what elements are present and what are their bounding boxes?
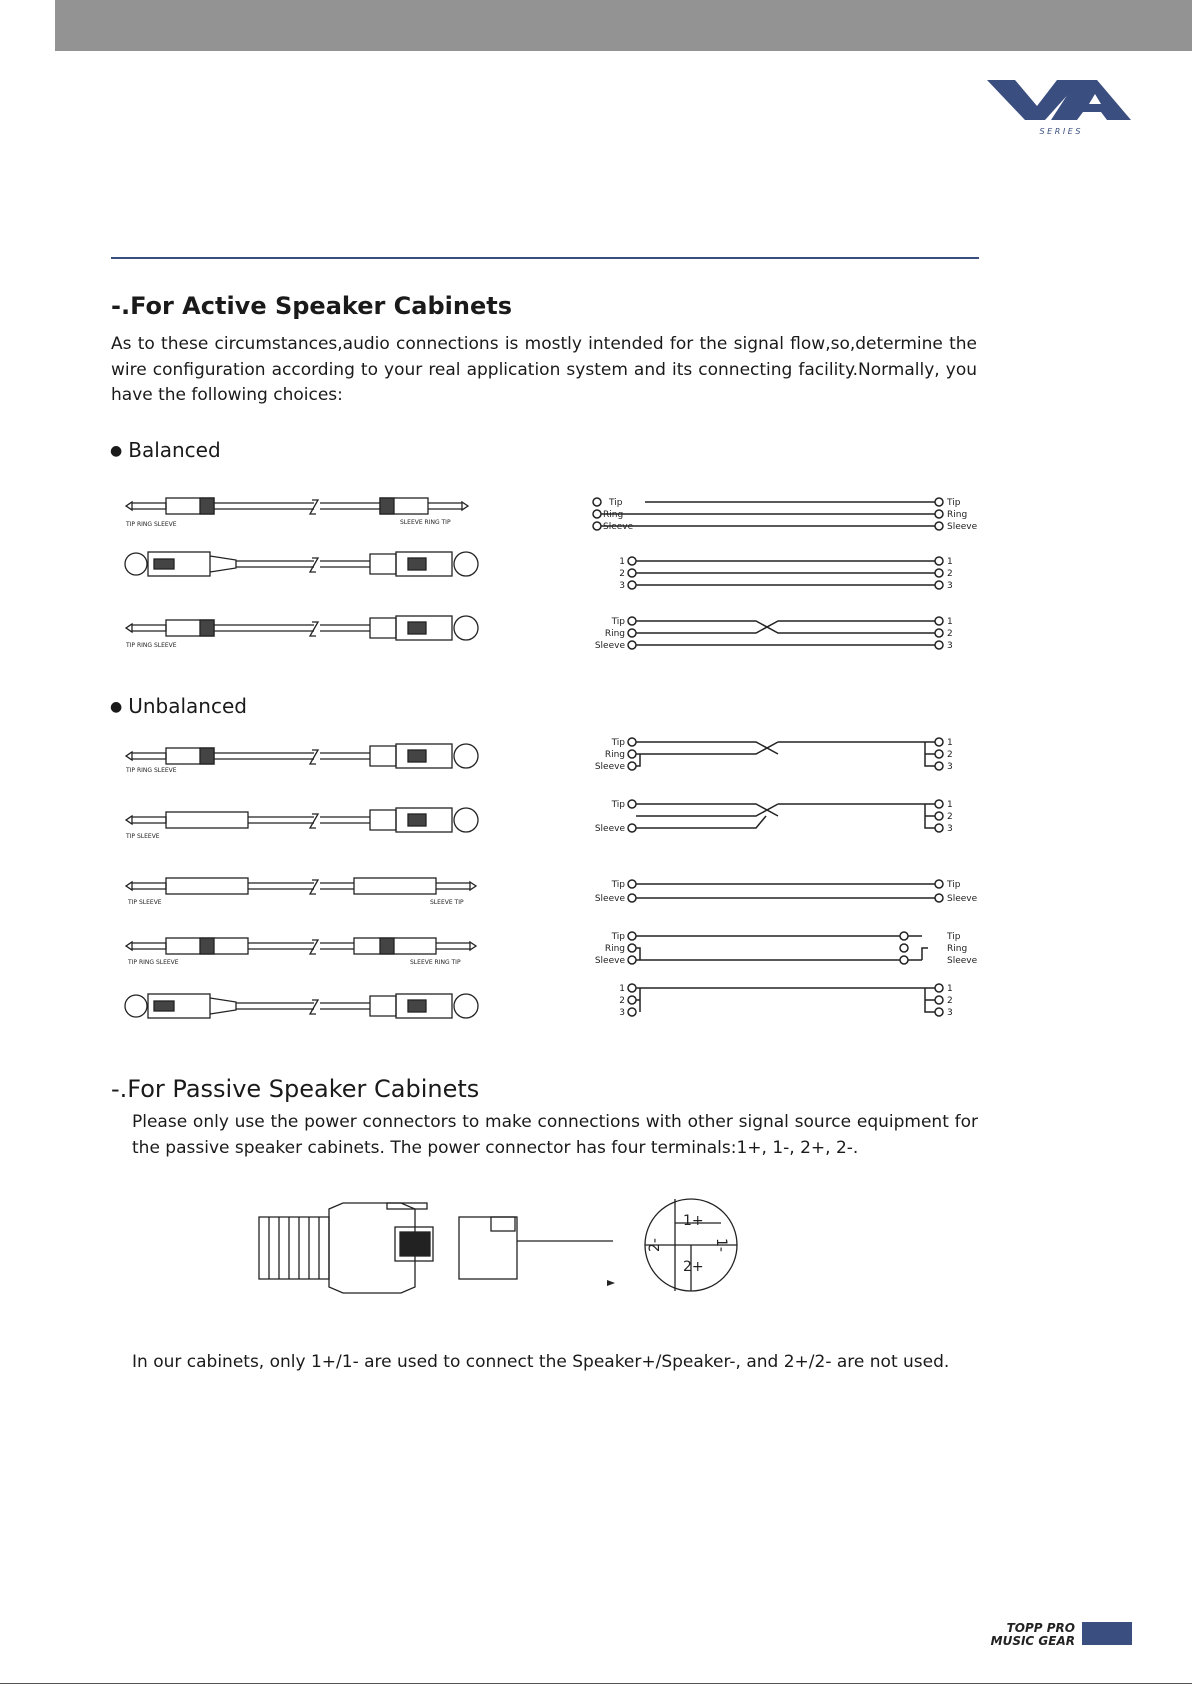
svg-text:2: 2 [619, 569, 625, 579]
svg-text:Sleeve: Sleeve [594, 824, 625, 834]
unbalanced-label: ● Unbalanced [110, 694, 247, 718]
svg-text:TIP RING SLEEVE: TIP RING SLEEVE [126, 642, 177, 648]
svg-text:1: 1 [947, 557, 953, 567]
svg-text:Tip: Tip [611, 932, 625, 942]
passive-paragraph: Please only use the power connectors to make connections with other signal source equipment for the passive speaker cabinets. The power connector has four terminals:1+, 1-, 2+, 2-. [132, 1112, 978, 1158]
svg-text:SLEEVE RING TIP: SLEEVE RING TIP [400, 519, 451, 526]
balanced-label: ● Balanced [110, 438, 221, 462]
svg-text:Sleeve: Sleeve [947, 522, 978, 532]
svg-text:Sleeve: Sleeve [594, 956, 625, 966]
svg-text:1: 1 [619, 984, 625, 994]
svg-text:2: 2 [947, 750, 953, 760]
passive-note: In our cabinets, only 1+/1- are used to connect the Speaker+/Speaker-, and 2+/2- are not used. [132, 1352, 950, 1372]
svg-text:1: 1 [619, 557, 625, 567]
svg-text:TIP RING SLEEVE: TIP RING SLEEVE [126, 521, 177, 528]
svg-text:Tip: Tip [947, 880, 961, 890]
svg-text:Ring: Ring [947, 510, 968, 520]
svg-text:1-: 1- [713, 1238, 729, 1252]
svg-text:1: 1 [947, 984, 953, 994]
speakon-connector-diagram [255, 1195, 755, 1305]
svg-text:3: 3 [947, 824, 953, 834]
svg-text:2: 2 [947, 629, 953, 639]
svg-text:Tip: Tip [611, 617, 625, 627]
svg-text:Sleeve: Sleeve [594, 762, 625, 772]
svg-text:3: 3 [619, 581, 625, 591]
svg-text:2: 2 [947, 569, 953, 579]
svg-text:1: 1 [947, 738, 953, 748]
svg-text:S E R I E S: S E R I E S [1039, 127, 1081, 136]
svg-text:Tip: Tip [611, 738, 625, 748]
balanced-cables [122, 488, 502, 648]
balanced-wiring [467, 490, 987, 650]
svg-text:Ring: Ring [604, 944, 625, 954]
svg-text:Ring: Ring [947, 944, 968, 954]
svg-text:Sleeve: Sleeve [594, 894, 625, 904]
active-heading: -.For Active Speaker Cabinets [111, 292, 513, 320]
svg-text:Sleeve: Sleeve [603, 522, 634, 532]
svg-text:Ring: Ring [603, 510, 624, 520]
svg-text:Tip: Tip [947, 498, 961, 508]
svg-text:TIP SLEEVE: TIP SLEEVE [128, 899, 162, 906]
svg-text:2: 2 [619, 996, 625, 1006]
svg-text:2: 2 [947, 996, 953, 1006]
svg-text:3: 3 [947, 581, 953, 591]
svg-text:Tip: Tip [611, 800, 625, 810]
bottom-rule [0, 1683, 1192, 1684]
svg-text:3: 3 [947, 1008, 953, 1018]
svg-text:SLEEVE TIP: SLEEVE TIP [430, 899, 464, 906]
svg-text:3: 3 [947, 762, 953, 772]
header-bar [55, 0, 1192, 51]
svg-text:1: 1 [947, 617, 953, 627]
svg-text:SLEEVE RING TIP: SLEEVE RING TIP [410, 959, 461, 966]
svg-text:3: 3 [619, 1008, 625, 1018]
svg-text:Sleeve: Sleeve [947, 956, 978, 966]
svg-text:Tip: Tip [609, 498, 623, 508]
svg-text:TIP RING SLEEVE: TIP RING SLEEVE [126, 767, 177, 774]
svg-text:1: 1 [947, 800, 953, 810]
svg-text:Ring: Ring [604, 750, 625, 760]
svg-text:2: 2 [947, 812, 953, 822]
svg-text:Sleeve: Sleeve [594, 641, 625, 650]
svg-text:1+: 1+ [683, 1213, 704, 1229]
svg-text:Ring: Ring [604, 629, 625, 639]
svg-text:Tip: Tip [947, 932, 961, 942]
unbalanced-cables [122, 738, 502, 1028]
passive-heading: -.For Passive Speaker Cabinets [111, 1075, 480, 1103]
footer-brand: TOPP PRO MUSIC GEAR [990, 1621, 1075, 1648]
unbalanced-wiring [467, 732, 987, 1022]
svg-text:TIP RING SLEEVE: TIP RING SLEEVE [128, 959, 179, 966]
svg-text:TIP SLEEVE: TIP SLEEVE [126, 833, 160, 840]
title-rule [111, 257, 979, 259]
va-series-logo [985, 76, 1135, 136]
svg-text:2+: 2+ [683, 1259, 704, 1275]
page-number-box [1082, 1622, 1132, 1645]
svg-text:Sleeve: Sleeve [947, 894, 978, 904]
active-paragraph: As to these circumstances,audio connections is mostly intended for the signal flow,so,determine the wire configuration according to your real application system and its connecting facility.Normally, you have the following choices: [111, 334, 977, 405]
svg-text:Tip: Tip [611, 880, 625, 890]
svg-text:3: 3 [947, 641, 953, 650]
svg-text:2-: 2- [647, 1238, 663, 1252]
